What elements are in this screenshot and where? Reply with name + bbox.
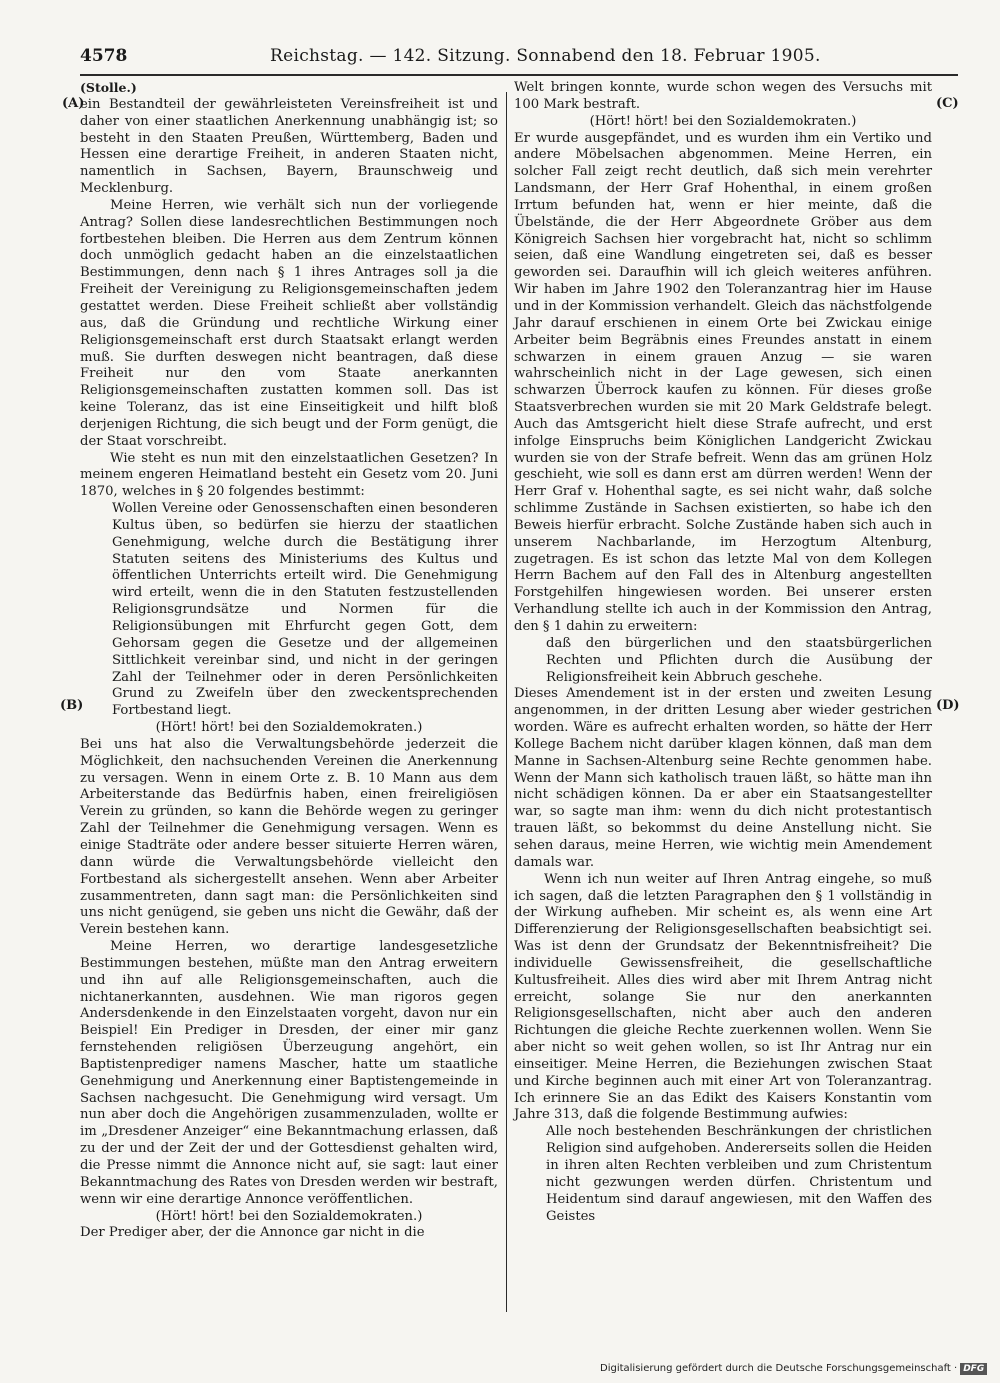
paragraph: Wenn ich nun weiter auf Ihren Antrag eingehe, so muß ich sagen, daß die letzten Paragraphen den § 1 vollständig in der Wirkung aufheben. Mir scheint es, als wenn eine Art Differenzierung der Religionsgesellschaften beabsichtigt sei. Was ist denn der Grundsatz der Bekenntnisfreiheit? Die individuelle Gewissensfreiheit, die gesellschaftliche Kultusfreiheit. Alles dies wird aber mit Ihrem Antrag nicht erreicht, solange Sie nur den anerkannten Religionsgesellschaften, nicht aber auch den anderen Richtungen die gleiche Rechte zuerkennen wollen. Wenn Sie aber nicht so weit gehen wollen, so ist Ihr Antrag nur ein einseitiger. Meine Herren, die Beziehungen zwischen Staat und Kirche beginnen auch mit einer Art von Toleranzantrag. Ich erinnere Sie an das Edikt des Kaisers Konstantin vom Jahre 313, daß die folgende Bestimmung aufwies:	[514, 871, 932, 1123]
quote-text: Alle noch bestehenden Beschränkungen der christlichen Religion sind aufgehoben. Andererseits sollen die Heiden in ihren alten Rechten verbleiben und zum Christentum nicht gezwungen werden dürfen. Christentum und Heidentum sind darauf angewiesen, mit den Waffen des Geistes	[546, 1124, 932, 1224]
margin-marker-d: (D)	[936, 698, 960, 713]
quote-text: Wollen Vereine oder Genossenschaften einen besonderen Kultus üben, so bedürfen sie hierzu der staatlichen Genehmigung, welche durch die Bestätigung ihrer Statuten seitens des Ministeriums des Kultus und öffentlichen Unterrichts erteilt wird. Die Genehmigung wird erteilt, wenn die in den Statuten festzustellenden Religionsgrundsätze und Normen für die Religionsübungen mit Ehrfurcht gegen Gott, dem Gehorsam gegen die Gesetze und der allgemeinen Sittlichkeit vereinbar sind, und nicht in der geringen Zahl der Teilnehmer oder in deren Persönlichkeiten Grund zu Zweifeln über den zweckentsprechenden Fortbestand liegt.	[112, 501, 498, 719]
page-header	[80, 46, 960, 72]
law-quote	[80, 501, 498, 720]
paragraph: Dieses Amendement ist in der ersten und zweiten Lesung angenommen, in der dritten Lesung aber wieder gestrichen worden. Wäre es aufrecht erhalten worden, so hätte der Herr Kollege Bachem nicht darüber klagen können, daß man dem Manne in Sachsen-Altenburg seine Rechte genommen habe. Wenn der Mann sich katholisch trauen läßt, so hätte man ihn nicht schädigen können. Da er aber ein Staatsangestellter war, so sagte man ihm: wenn du dich nicht protestantisch trauen läßt, so bekommst du deine Anstellung nicht. Sie sehen daraus, meine Herren, wie wichtig mein Amendement damals war.	[514, 686, 932, 870]
page-number: 4578	[80, 46, 128, 66]
footer-text: Digitalisierung gefördert durch die Deutsche Forschungsgemeinschaft ·	[600, 1363, 958, 1374]
footer-credit	[600, 1363, 987, 1375]
paragraph: Meine Herren, wo derartige landesgesetzliche Bestimmungen bestehen, müßte man den Antrag erweitern und ihn auf alle Religionsgemeinschaften, auch die nichtanerkannten, ausdehnen. Wie man rigoros gegen Andersdenkende in den Einzelstaaten vorgeht, davon nur ein Beispiel! Ein Prediger in Dresden, der einer mir ganz fernstehenden religiösen Überzeugung angehört, ein Baptistenprediger namens Mascher, hatte um staatliche Genehmigung und Anerkennung einer Baptistengemeinde in Sachsen nachgesucht. Die Genehmigung wird versagt. Um nun aber doch die Angehörigen zusammenzuladen, wollte er im „Dresdener Anzeiger“ eine Bekanntmachung erlassen, daß zu der und der Zeit der und der Gottesdienst gehalten wird, die Presse nimmt die Annonce nicht auf, sie sagt: laut einer Bekanntmachung des Rates von Dresden werden wir bestraft, wenn wir eine derartige Annonce veröffentlichen.	[80, 939, 498, 1207]
left-column	[80, 80, 498, 1242]
right-column	[514, 80, 932, 1225]
paragraph: ein Bestandteil der gewährleisteten Vereinsfreiheit ist und daher von einer staatlichen Anerkennung unabhängig ist; so besteht in den Staaten Preußen, Württemberg, Baden und Hessen eine derartige Freiheit, in anderen Staaten nicht, namentlich in Sachsen, Bayern, Braunschweig und Mecklenburg.	[80, 96, 498, 197]
speaker-label: (Stolle.)	[80, 80, 137, 95]
dfg-logo: DFG	[960, 1363, 987, 1375]
paragraph: Bei uns hat also die Verwaltungsbehörde jederzeit die Möglichkeit, den nachsuchenden Vereinen die Anerkennung zu versagen. Wenn in einem Orte z. B. 10 Mann aus dem Arbeiterstande das Bedürfnis haben, einen freireligiösen Verein zu gründen, so kann die Behörde wegen zu geringer Zahl der Teilnehmer die Genehmigung versagen. Wenn es einige Stadträte oder andere besser situierte Herren wären, dann würde die Verwaltungsbehörde vielleicht den Fortbestand als sichergestellt ansehen. Wenn aber Arbeiter zusammentreten, dann sagt man: die Persönlichkeiten sind uns nicht genügend, sie geben uns nicht die Gewähr, daß der Verein bestehen kann.	[80, 736, 498, 938]
margin-marker-b: (B)	[60, 698, 84, 713]
margin-marker-c: (C)	[936, 96, 959, 111]
page-title: Reichstag. — 142. Sitzung. Sonnabend den 18. Februar 1905.	[270, 46, 821, 66]
header-rule	[80, 74, 958, 76]
paragraph: Welt bringen konnte, wurde schon wegen des Versuchs mit 100 Mark bestraft.	[514, 80, 932, 112]
interjection: (Hört! hört! bei den Sozialdemokraten.)	[155, 720, 423, 736]
interjection: (Hört! hört! bei den Sozialdemokraten.)	[155, 1208, 423, 1224]
quote-text: daß den bürgerlichen und den staatsbürgerlichen Rechten und Pflichten durch die Ausübung der Religionsfreiheit kein Abbruch geschehe.	[546, 635, 932, 685]
paragraph: Wie steht es nun mit den einzelstaatlichen Gesetzen? In meinem engeren Heimatland besteht ein Gesetz vom 20. Juni 1870, welches in § 20 folgendes bestimmt:	[80, 450, 498, 500]
margin-marker-a: (A)	[62, 96, 85, 111]
paragraph: Meine Herren, wie verhält sich nun der vorliegende Antrag? Sollen diese landesrechtlichen Bestimmungen noch fortbestehen bleiben. Die Herren aus dem Zentrum können doch unmöglich gedacht haben an die einzelstaatlichen Bestimmungen, denn nach § 1 ihres Antrages soll ja die Freiheit der Vereinigung zu Religionsgemeinschaften jedem gestattet werden. Diese Freiheit schließt aber vollständig aus, daß die Gründung und rechtliche Wirkung einer Religionsgemeinschaft erst durch Staatsakt erlangt werden muß. Sie durften deswegen nicht beantragen, daß diese Freiheit nur den vom Staate anerkannten Religionsgemeinschaften zustatten kommen soll. Das ist keine Toleranz, das ist eine Einseitigkeit und hilft bloß derjenigen Richtung, die sich beugt und der Form genügt, die der Staat vorschreibt.	[80, 197, 498, 449]
paragraph: Er wurde ausgepfändet, und es wurden ihm ein Vertiko und andere Möbelsachen abgenommen. Meine Herren, ein solcher Fall zeigt recht deutlich, daß sich mein verehrter Landsmann, der Herr Graf Hohenthal, in einem großen Irrtum befunden hat, wenn er hier meinte, daß die Übelstände, die der Herr Abgeordnete Gröber aus dem Königreich Sachsen hier vorgebracht hat, nicht so schlimm seien, daß eine Wandlung eingetreten sei, daß es besser geworden sei. Daraufhin will ich gleich weiteres anführen. Wir haben im Jahre 1902 den Toleranzantrag hier im Hause und in der Kommission verhandelt. Gleich das nächstfolgende Jahr darauf erschienen in einem Orte bei Zwickau einige Arbeiter beim Begräbnis eines Freundes anstatt in einem schwarzen in einem grauen Anzug — sie waren wahrscheinlich nicht in der Lage gewesen, sich einen schwarzen Überrock kaufen zu können. Für dieses große Staatsverbrechen wurden sie mit 20 Mark Geldstrafe belegt. Auch das Amtsgericht hielt diese Strafe aufrecht, und erst infolge Einspruchs beim Königlichen Landgericht Zwickau wurden sie von der Strafe befreit. Wenn das am grünen Holz geschieht, wie soll es dann erst am dürren werden! Wenn der Herr Graf v. Hohenthal sagte, es sei nicht wahr, daß solche schlimme Zustände in Sachsen existierten, so habe ich den Beweis hierfür erbracht. Solche Zustände haben sich auch in unserem Nachbarlande, im Herzogtum Altenburg, zugetragen. Es ist schon das letzte Mal von dem Kollegen Herrn Bachem auf den Fall des in Altenburg angestellten Forstgehilfen hingewiesen worden. Bei unserer ersten Verhandlung stellte ich auch in der Kommission den Antrag, den § 1 dahin zu erweitern:	[514, 130, 932, 634]
column-divider	[506, 92, 507, 1312]
interjection: (Hört! hört! bei den Sozialdemokraten.)	[589, 113, 857, 129]
paragraph: Der Prediger aber, der die Annonce gar nicht in die	[80, 1225, 425, 1241]
amendment-quote	[514, 636, 932, 687]
edict-quote	[514, 1124, 932, 1225]
